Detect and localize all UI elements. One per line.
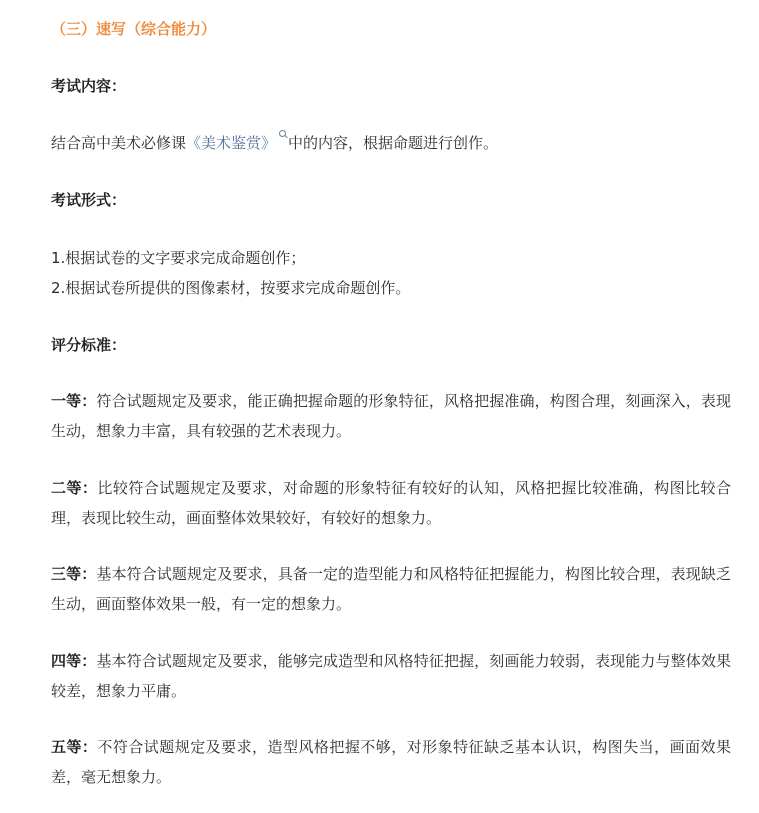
- grading-level-1: [51, 386, 731, 446]
- grading-level-label: 四等：: [51, 652, 97, 670]
- exam-content-text-after: 中的内容，根据命题进行创作。: [288, 134, 499, 152]
- grading-level-label: 五等：: [51, 738, 98, 756]
- exam-form-heading: 考试形式：: [51, 191, 127, 209]
- grading-level-label: 三等：: [51, 565, 97, 583]
- grading-heading: 评分标准：: [51, 336, 127, 354]
- grading-level-2: [51, 473, 731, 533]
- grading-level-text: 基本符合试题规定及要求，具备一定的造型能力和风格特征把握能力，构图比较合理，表现缺乏生动，画面整体效果一般，有一定的想象力。: [51, 565, 731, 613]
- exam-content-heading: 考试内容：: [51, 77, 127, 95]
- grading-level-text: 比较符合试题规定及要求，对命题的形象特征有较好的认知，风格把握比较准确，构图比较合理，表现比较生动，画面整体效果较好，有较好的想象力。: [51, 479, 731, 527]
- grading-level-4: [51, 646, 731, 706]
- grading-level-5: [51, 732, 731, 792]
- grading-level-text: 不符合试题规定及要求，造型风格把握不够，对形象特征缺乏基本认识，构图失当，画面效果差，毫无想象力。: [51, 738, 731, 786]
- exam-form-item: 2.根据试卷所提供的图像素材，按要求完成命题创作。: [51, 279, 411, 297]
- grading-level-label: 二等：: [51, 479, 98, 497]
- grading-level-label: 一等：: [51, 392, 97, 410]
- search-icon[interactable]: [278, 128, 288, 142]
- art-appreciation-link[interactable]: 《美术鉴赏》: [186, 134, 277, 152]
- grading-level-3: [51, 559, 731, 619]
- exam-content-text-before: 结合高中美术必修课: [51, 134, 187, 152]
- section-title: （三）速写（综合能力）: [51, 20, 217, 38]
- exam-form-item: 1.根据试卷的文字要求完成命题创作；: [51, 249, 306, 267]
- grading-level-text: 符合试题规定及要求，能正确把握命题的形象特征，风格把握准确，构图合理，刻画深入，表现生动，想象力丰富，具有较强的艺术表现力。: [51, 392, 731, 440]
- grading-level-text: 基本符合试题规定及要求，能够完成造型和风格特征把握，刻画能力较弱，表现能力与整体效果较差，想象力平庸。: [51, 652, 731, 700]
- exam-content-line: [51, 128, 498, 158]
